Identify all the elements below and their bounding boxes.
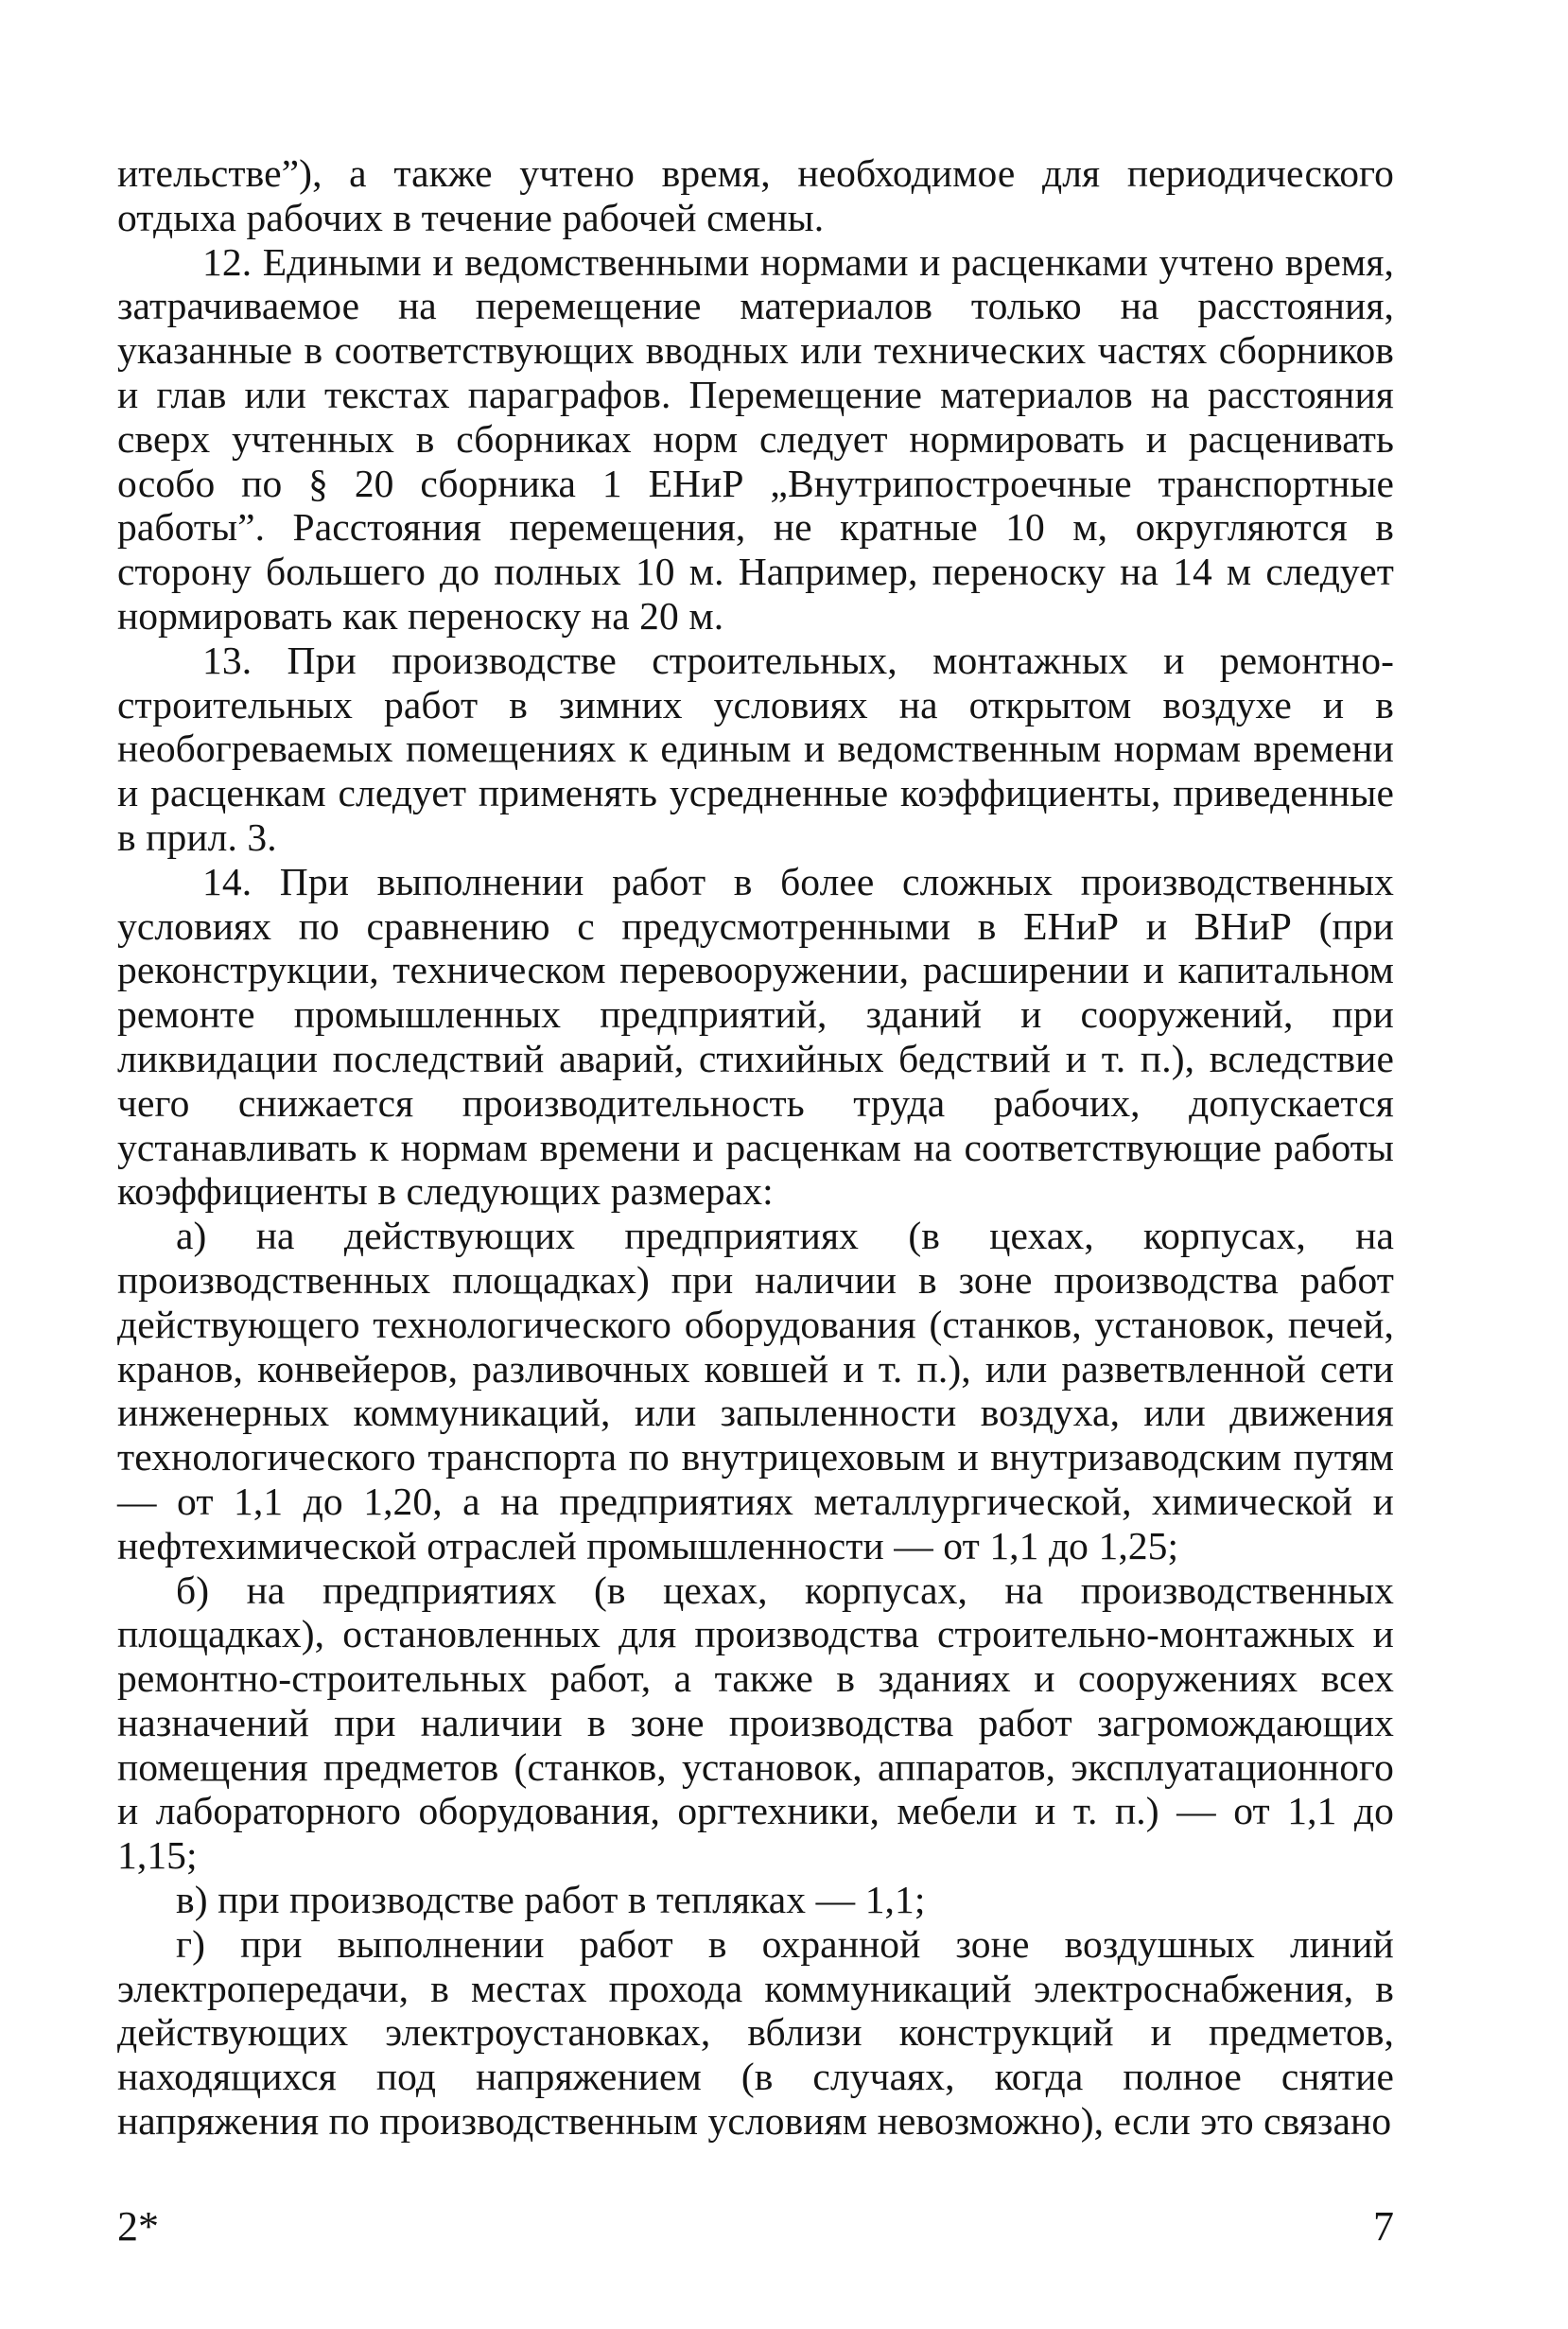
list-item-a: а) на действующих предприятиях (в цехах, корпусах, на производственных площадках) при наличии в зоне производства работ действующего технологического оборудования (станков, установок, печей, кранов, конвейеров, разливочных ковшей и т. п.), или разветвленной сети инженерных коммуникаций, или запыленности воздуха, или движения технологического транспорта по внутрицеховым и внутризаводским путям — от 1,1 до 1,20, а на предприятиях металлургической, химической и нефтехимической отраслей промышленности — от 1,1 до 1,25; <box>117 1214 1394 1567</box>
list-item-b: б) на предприятиях (в цехах, корпусах, на производственных площадках), остановленных для производства строительно-монтажных и ремонтно-строительных работ, а также в зданиях и сооружениях всех назначений при наличии в зоне производства работ загромождающих помещения предметов (станков, установок, аппаратов, эксплуатационного и лабораторного оборудования, оргтехники, мебели и т. п.) — от 1,1 до 1,15; <box>117 1567 1394 1878</box>
paragraph-12: 12. Едиными и ведомственными нормами и расценками учтено время, затрачиваемое на перемещение материалов только на расстояния, указанные в соответствующих вводных или технических частях сборников и глав или текстах параграфов. Перемещение материалов на расстояния сверх учтенных в сборниках норм следует нормировать и расценивать особо по § 20 сборника 1 ЕНиР „Внутрипостроечные транспортные работы”. Расстояния перемещения, не кратные 10 м, округляются в сторону большего до полных 10 м. Например, переноску на 14 м следует нормировать как переноску на 20 м. <box>117 239 1394 638</box>
paragraph-14: 14. При выполнении работ в более сложных производственных условиях по сравнению с предусмотренными в ЕНиР и ВНиР (при реконструкции, техническом перевооружении, расширении и капитальном ремонте промышленных предприятий, зданий и сооружений, при ликвидации последствий аварий, стихийных бедствий и т. п.), вследствие чего снижается производительность труда рабочих, допускается устанавливать к нормам времени и расценкам на соответствующие работы коэффициенты в следующих размерах: <box>117 859 1394 1214</box>
signature-mark: 2* <box>117 2203 159 2250</box>
paragraph-13: 13. При производстве строительных, монтажных и ремонтно-строительных работ в зимних условиях на открытом воздухе и в необогреваемых помещениях к единым и ведомственным нормам времени и расценкам следует применять усредненные коэффициенты, приведенные в прил. 3. <box>117 638 1394 859</box>
list-item-v: в) при производстве работ в тепляках — 1,1; <box>176 1878 926 1922</box>
list-item-g: г) при выполнении работ в охранной зоне воздушных линий электропередачи, в местах прохода коммуникаций электроснабжения, в действующих электроустановках, вблизи конструкций и предметов, находящихся под напряжением (в случаях, когда полное снятие напряжения по производственным условиям невозможно), если это связано <box>117 1921 1394 2144</box>
page-number: 7 <box>1373 2203 1394 2250</box>
page-body <box>117 151 1394 2144</box>
paragraph-continuation: ительстве”), а также учтено время, необходимое для периодического отдыха рабочих в течение рабочей смены. <box>117 151 1394 239</box>
